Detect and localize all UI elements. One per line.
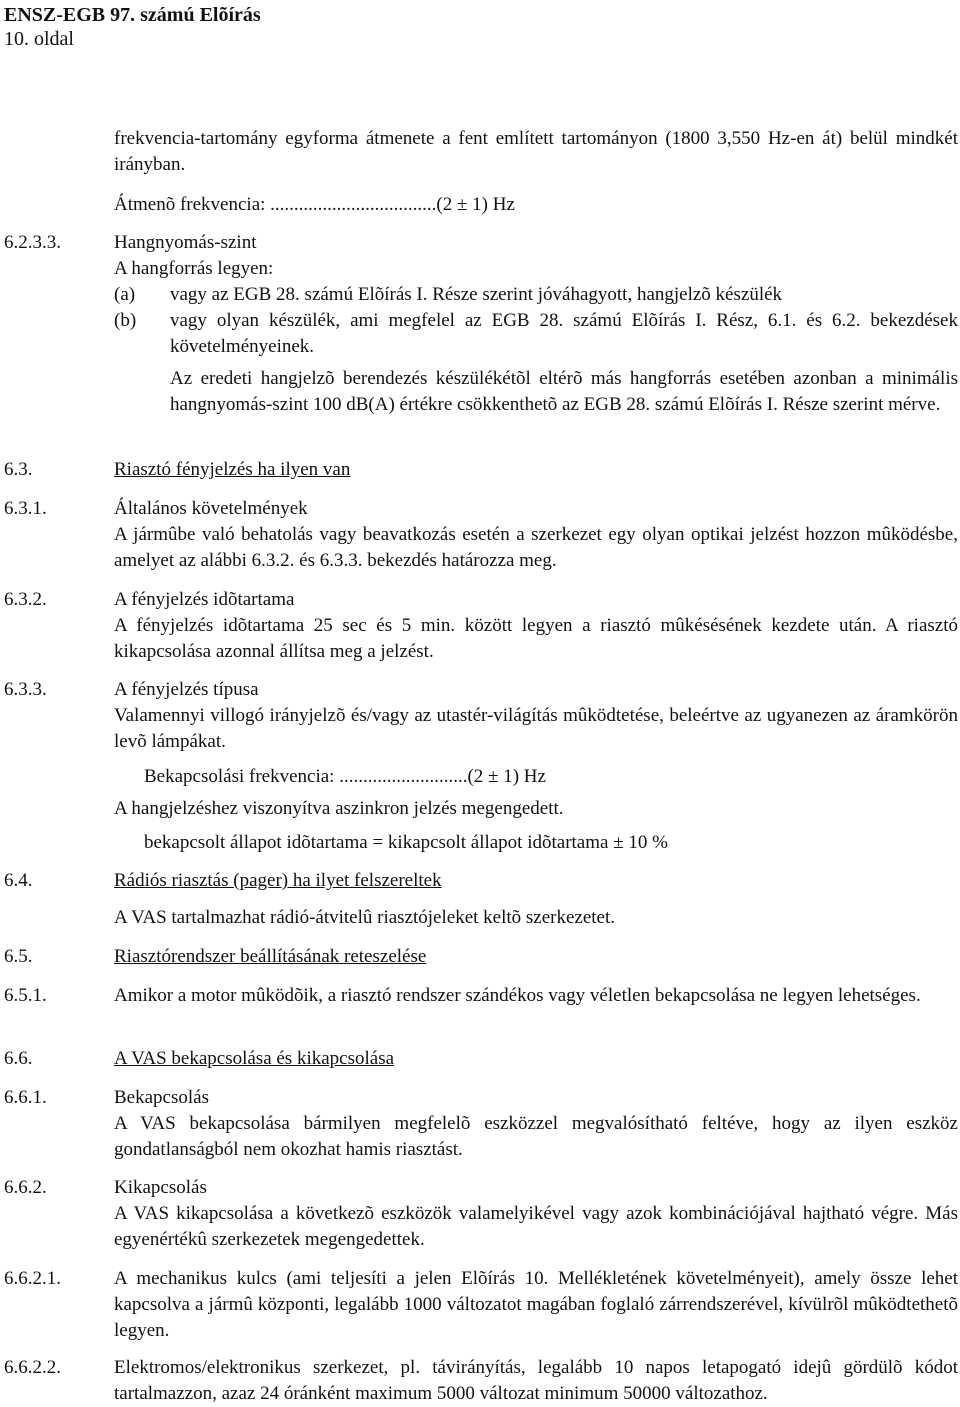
section-text: Amikor a motor mûködõik, a riasztó rendszer szándékos vagy véletlen bekapcsolása ne legyen lehetséges. xyxy=(114,985,921,1006)
async-note: A hangjelzéshez viszonyítva aszinkron jelzés megengedett. xyxy=(114,798,564,819)
activation-frequency: Bekapcsolási frekvencia: ...........................(2 ± 1) Hz xyxy=(144,766,546,787)
section-number: 6.6.2.2. xyxy=(4,1357,61,1378)
list-label: (a) xyxy=(114,284,136,305)
list-item-b: vagy olyan készülék, ami megfelel az EGB 28. számú Elõírás I. Rész, 6.1. és 6.2. bekezdések követelményeinek. xyxy=(170,310,958,357)
section-text: A mechanikus kulcs (ami teljesíti a jelen Elõírás 10. Mellékletének követelményeit), amely össze lehet kapcsolva a jármû központi, legalább 1000 változatot magában foglaló zárrendszerével, kívülrõl mûködtethetõ legyen. xyxy=(114,1268,958,1341)
section-number: 6.6.1. xyxy=(4,1087,47,1108)
document-title: ENSZ-EGB 97. számú Elõírás xyxy=(4,4,261,26)
section-title: Riasztó fényjelzés ha ilyen van xyxy=(114,459,351,480)
section-number: 6.6.2.1. xyxy=(4,1268,61,1289)
section-number: 6.3.3. xyxy=(4,679,47,700)
section-title: Riasztórendszer beállításának reteszelése xyxy=(114,946,427,967)
section-text: A VAS bekapcsolása bármilyen megfelelõ eszközzel megvalósítható feltéve, hogy az ilyen eszköz gondatlanságból nem okozhat hamis riasztást. xyxy=(114,1113,958,1160)
section-text: Valamennyi villogó irányjelzõ és/vagy az utastér-világítás mûködtetése, beleértve az ugyanezen az áramkörön levõ lámpákat. xyxy=(114,705,958,752)
section-intro: A hangforrás legyen: xyxy=(114,258,274,279)
section-title: A VAS bekapcsolása és kikapcsolása xyxy=(114,1048,395,1069)
section-title: A fényjelzés idõtartama xyxy=(114,589,295,610)
section-title: Általános követelmények xyxy=(114,498,308,519)
transition-frequency: Átmenõ frekvencia: ...................................(2 ± 1) Hz xyxy=(114,194,515,215)
section-number: 6.6. xyxy=(4,1048,33,1069)
section-number: 6.4. xyxy=(4,870,33,891)
section-title: A fényjelzés típusa xyxy=(114,679,259,700)
section-text: Elektromos/elektronikus szerkezet, pl. távirányítás, legalább 10 napos letapogató idejû gördülõ kódot tartalmazzon, azaz 24 óránként maximum 5000 változat minimum 50000 változathoz. xyxy=(114,1357,958,1404)
section-text: A jármûbe való behatolás vagy beavatkozás esetén a szerkezet egy olyan optikai jelzést hozzon mûködésbe, amelyet az alábbi 6.3.2. és 6.3.3. bekezdés határozza meg. xyxy=(114,524,958,571)
continuation-paragraph: frekvencia-tartomány egyforma átmenete a fent említett tartományon (1800 3,550 Hz-en át) belül mindkét irányban. xyxy=(114,128,958,175)
section-number: 6.3.2. xyxy=(4,589,47,610)
section-title: Rádiós riasztás (pager) ha ilyet felszereltek xyxy=(114,870,442,891)
list-label: (b) xyxy=(114,310,137,331)
page-number: 10. oldal xyxy=(4,28,74,50)
section-number: 6.3. xyxy=(4,459,33,480)
section-text: A fényjelzés idõtartama 25 sec és 5 min. között legyen a riasztó mûkésésének kezdete után. A riasztó kikapcsolása azonnal állítsa meg a jelzést. xyxy=(114,615,958,662)
section-number: 6.3.1. xyxy=(4,498,47,519)
section-text: A VAS kikapcsolása a következõ eszközök valamelyikével vagy azok kombinációjával hajtható végre. Más egyenértékû szerkezetek megengedettek. xyxy=(114,1203,958,1250)
section-title: Kikapcsolás xyxy=(114,1177,207,1198)
section-number: 6.5. xyxy=(4,946,33,967)
note-paragraph: Az eredeti hangjelzõ berendezés készülékétõl eltérõ más hangforrás esetében azonban a minimális hangnyomás-szint 100 dB(A) értékre csökkenthetõ az EGB 28. számú Elõírás I. Része szerint mérve. xyxy=(170,368,958,415)
section-title: Bekapcsolás xyxy=(114,1087,209,1108)
section-number: 6.2.3.3. xyxy=(4,232,61,253)
section-text: A VAS tartalmazhat rádió-átvitelû riasztójeleket keltõ szerkezetet. xyxy=(114,907,616,928)
on-off-ratio: bekapcsolt állapot idõtartama = kikapcsolt állapot idõtartama ± 10 % xyxy=(144,832,668,853)
list-item-a: vagy az EGB 28. számú Elõírás I. Része szerint jóváhagyott, hangjelzõ készülék xyxy=(170,284,783,305)
section-number: 6.5.1. xyxy=(4,985,47,1006)
section-title: Hangnyomás-szint xyxy=(114,232,257,253)
section-number: 6.6.2. xyxy=(4,1177,47,1198)
